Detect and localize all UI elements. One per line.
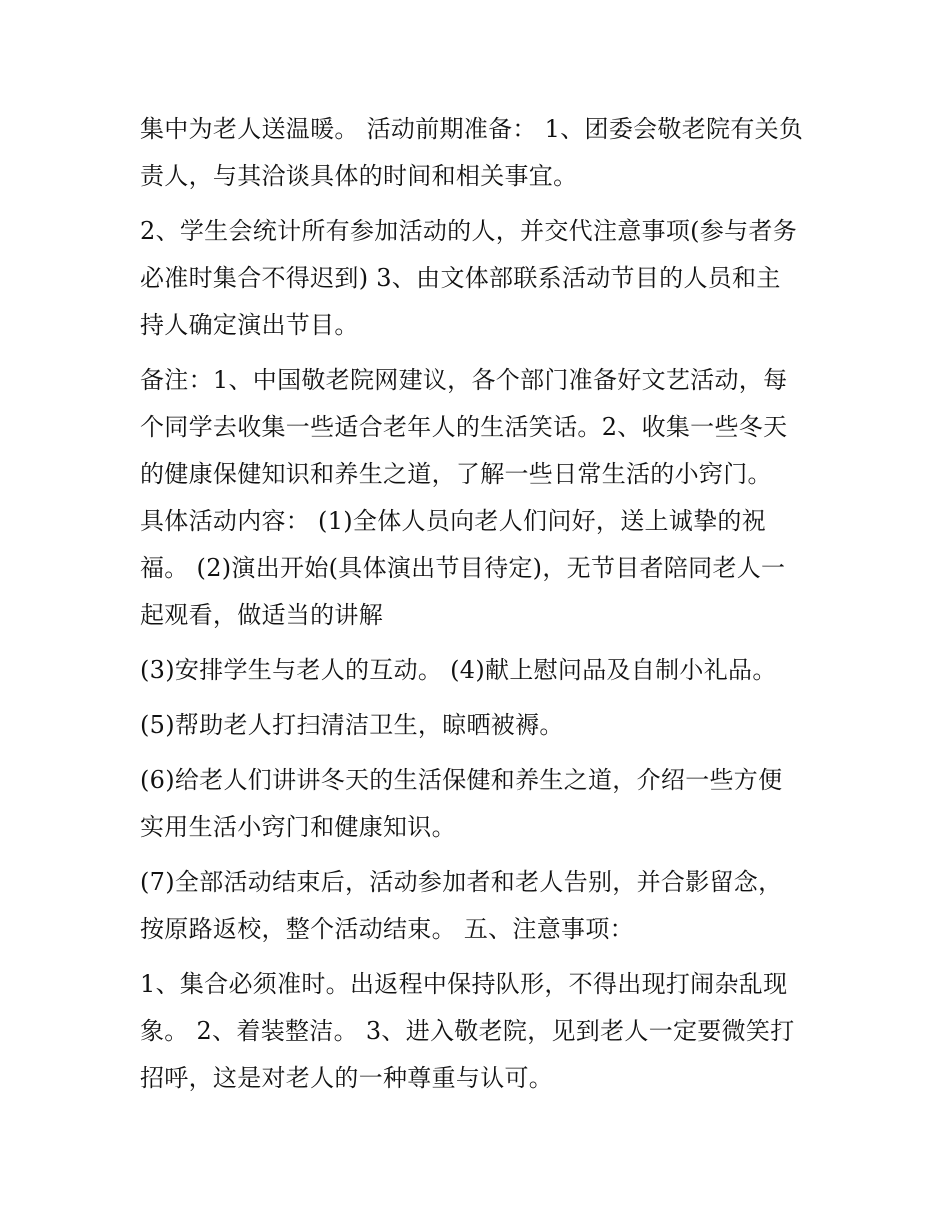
text-line: 责人，与其洽谈具体的时间和相关事宜。 [140, 162, 578, 190]
text-line: (7)全部活动结束后，活动参加者和老人告别，并合影留念， [140, 868, 783, 896]
text-line: 1、集合必须准时。出返程中保持队形，不得出现打闹杂乱现 [140, 970, 788, 998]
paragraph-item-3-4 [140, 647, 820, 694]
text-line: 备注：1、中国敬老院网建议，各个部门准备好文艺活动，每 [140, 366, 788, 394]
text-line: 实用生活小窍门和健康知识。 [140, 813, 456, 841]
text-line: 福。 (2)演出开始(具体演出节目待定)，无节目者陪同老人一 [140, 554, 786, 582]
paragraph-item-7 [140, 859, 820, 953]
paragraph-notes [140, 357, 820, 639]
text-line: 2、学生会统计所有参加活动的人，并交代注意事项(参与者务 [140, 217, 798, 245]
paragraph-preparation [140, 106, 820, 200]
text-line: 的健康保健知识和养生之道，了解一些日常生活的小窍门。 [140, 460, 772, 488]
text-line: 按原路返校，整个活动结束。 五、注意事项： [140, 915, 634, 943]
text-line: 个同学去收集一些适合老年人的生活笑话。2、收集一些冬天 [140, 413, 788, 441]
paragraph-item-5 [140, 702, 820, 749]
text-line: (5)帮助老人打扫清洁卫生，晾晒被褥。 [140, 711, 564, 739]
text-line: 象。 2、着装整洁。 3、进入敬老院，见到老人一定要微笑打 [140, 1017, 795, 1045]
text-line: 集中为老人送温暖。 活动前期准备： 1、团委会敬老院有关负 [140, 115, 804, 143]
text-line: (6)给老人们讲讲冬天的生活保健和养生之道，介绍一些方便 [140, 766, 783, 794]
document-body [140, 106, 820, 1110]
text-line: (3)安排学生与老人的互动。 (4)献上慰问品及自制小礼品。 [140, 656, 777, 684]
paragraph-precautions [140, 961, 820, 1102]
text-line: 具体活动内容： (1)全体人员向老人们问好，送上诚挚的祝 [140, 507, 767, 535]
paragraph-item-6 [140, 757, 820, 851]
text-line: 起观看，做适当的讲解 [140, 601, 383, 629]
text-line: 招呼，这是对老人的一种尊重与认可。 [140, 1064, 554, 1092]
paragraph-student-union [140, 208, 820, 349]
text-line: 必准时集合不得迟到) 3、由文体部联系活动节目的人员和主 [140, 264, 781, 292]
text-line: 持人确定演出节目。 [140, 311, 359, 339]
